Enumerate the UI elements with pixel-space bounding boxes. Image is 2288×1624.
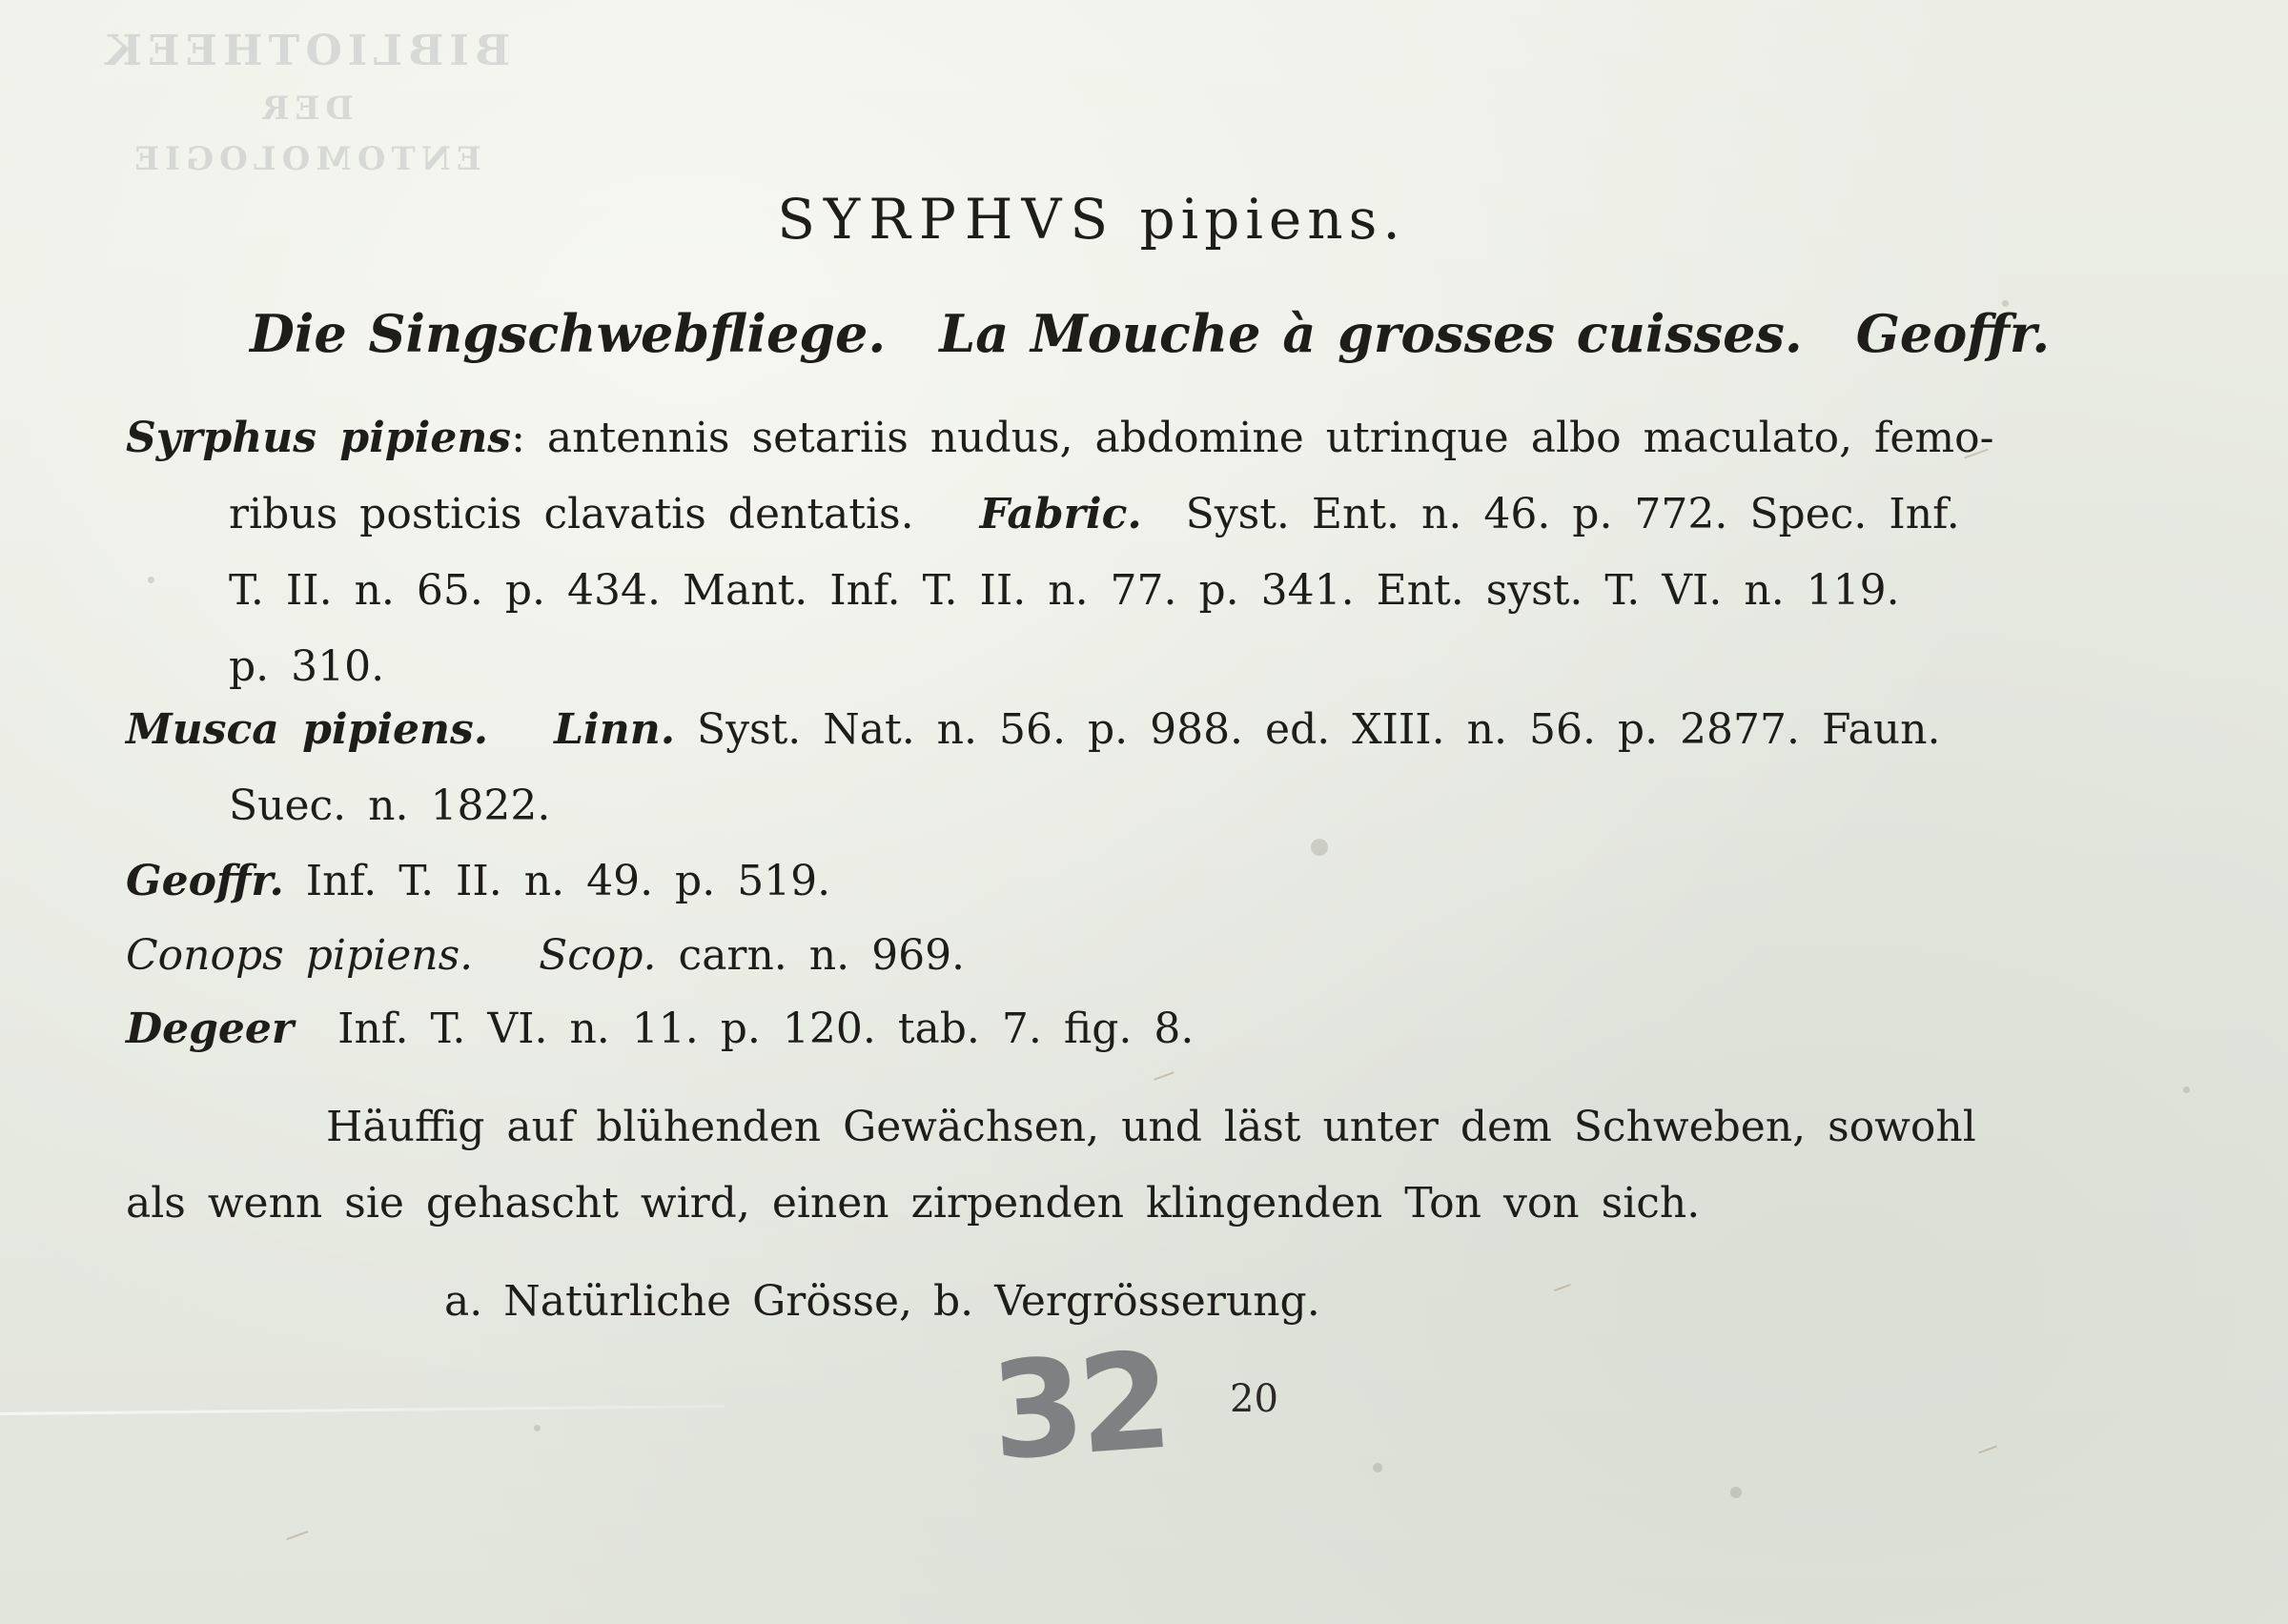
paper-speck: [1730, 1487, 1742, 1498]
synonym-continuation: [126, 477, 2109, 553]
french-name: La Mouche à grosses cuisses.: [939, 303, 1803, 364]
synonym-name: Conops pipiens.: [126, 931, 474, 980]
synonym-author: Scop.: [539, 931, 657, 980]
synonym-text: Syst. Ent. n. 46. p. 772. Spec. Inf.: [1185, 490, 1960, 538]
stamp-line: BIBLIOTHEEK: [99, 27, 511, 75]
paper-fiber: [1154, 1071, 1174, 1080]
synonym-continuation: Suec. n. 1822.: [229, 782, 551, 830]
synonym-text: Inf. T. VI. n. 11. p. 120. tab. 7. fig. 8.: [337, 1005, 1195, 1053]
synonym-entry: [126, 692, 2109, 844]
synonym-text: Inf. T. II. n. 49. p. 519.: [305, 857, 831, 905]
synonym-author: Fabric.: [979, 490, 1142, 538]
paper-speck: [2183, 1086, 2190, 1093]
paper-speck: [534, 1425, 541, 1431]
synonym-continuation: T. II. n. 65. p. 434. Mant. Inf. T. II. n. 77. p. 341. Ent. syst. T. VI. n. 119.: [229, 566, 1900, 615]
synonym-name: Degeer: [126, 1005, 295, 1053]
synonym-text: carn. n. 969.: [678, 931, 966, 980]
paper-fiber: [1554, 1284, 1571, 1291]
synonym-entry: [126, 400, 2109, 705]
paper-fiber: [1978, 1446, 1996, 1454]
synonym-entry: [126, 843, 2109, 920]
synonym-entry: [126, 918, 2109, 994]
paper-fiber: [286, 1531, 308, 1540]
synonym-name: Syrphus pipiens: [126, 414, 512, 462]
french-name-authority: Geoffr.: [1855, 303, 2051, 364]
species-title: [0, 187, 2183, 252]
synonym-name: Geoffr.: [126, 857, 284, 905]
paper-crease: [0, 1405, 725, 1415]
stamp-line: DER: [256, 90, 354, 129]
figure-caption: a. Natürliche Grösse, b. Vergrösserung.: [444, 1277, 1320, 1326]
stamp-line: ENTOMOLOGIE: [129, 139, 481, 178]
synonym-name: Musca pipiens.: [126, 705, 489, 754]
german-name: Die Singschwebfliege.: [250, 303, 887, 364]
synonym-text: Syst. Nat. n. 56. p. 988. ed. XIII. n. 56. p. 2877. Faun.: [697, 705, 1941, 754]
page-number: 20: [1230, 1377, 1278, 1421]
paper-speck: [1373, 1463, 1382, 1472]
synonym-author: Linn.: [554, 705, 676, 754]
synonym-entry: [126, 991, 2109, 1067]
synonym-text: : antennis setariis nudus, abdomine utrinque albo maculato, femo-: [511, 414, 1994, 462]
synonym-continuation: p. 310.: [229, 642, 385, 691]
synonym-text: ribus posticis clavatis dentatis.: [229, 490, 914, 538]
genus-name: SYRPHVS: [777, 187, 1117, 252]
description-paragraph: [126, 1089, 2109, 1242]
handwritten-plate-number: 32: [986, 1323, 1172, 1492]
description-line: Häuffig auf blühenden Gewächsen, und läst unter dem Schweben, sowohl: [326, 1103, 1976, 1151]
library-stamp-bleedthrough: [38, 19, 572, 185]
species-name: pipiens.: [1139, 187, 1406, 252]
description-line: als wenn sie gehascht wird, einen zirpenden klingenden Ton von sich.: [126, 1179, 1701, 1228]
common-names: [250, 303, 2050, 364]
